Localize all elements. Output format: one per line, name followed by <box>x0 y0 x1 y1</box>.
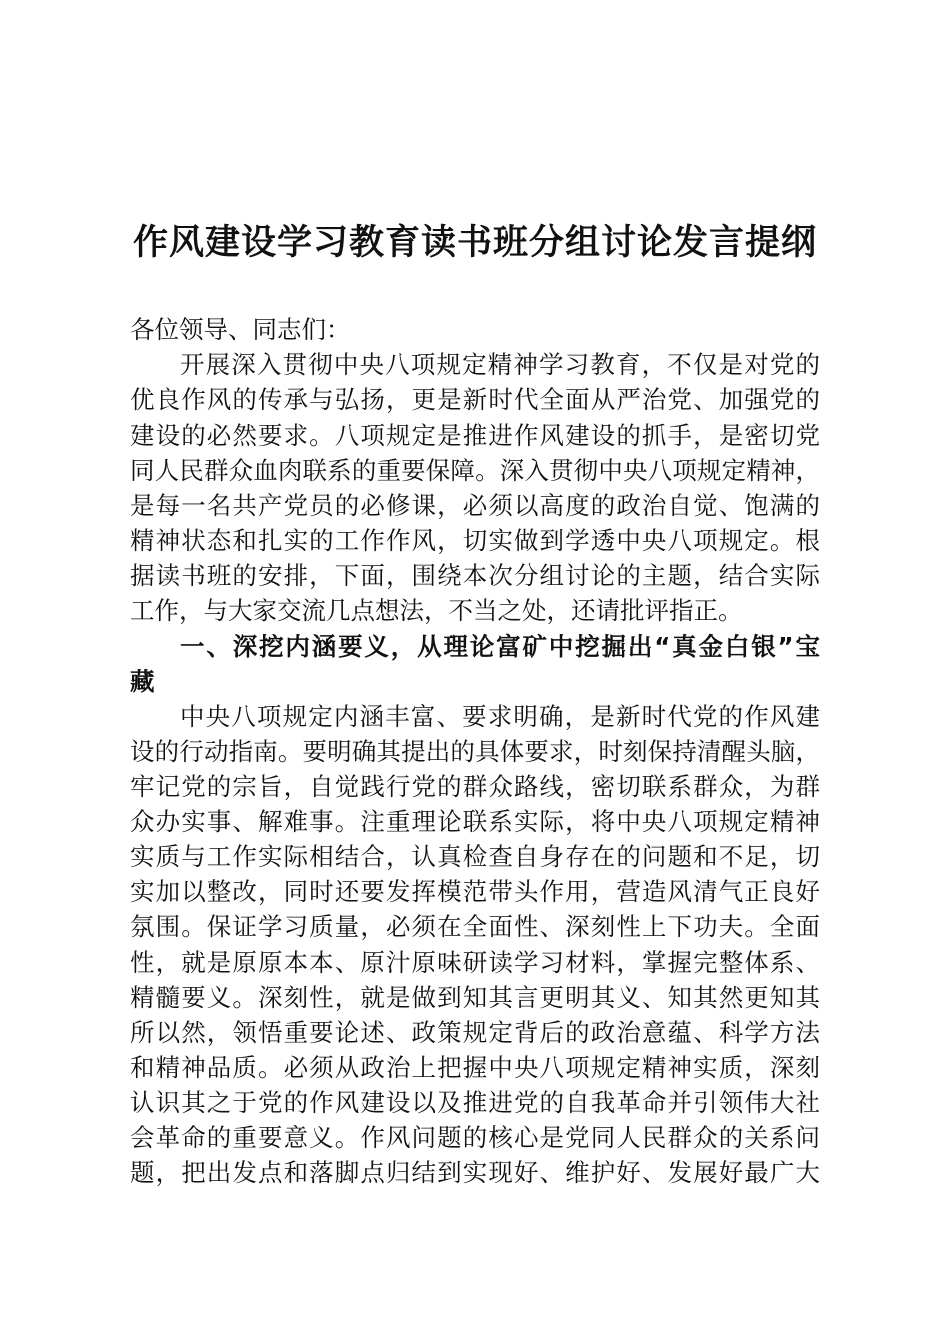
paragraph-line: 是每一名共产党员的必修课，必须以高度的政治自觉、饱满的 <box>130 491 820 520</box>
document-title: 作风建设学习教育读书班分组讨论发言提纲 <box>132 222 817 263</box>
paragraph-line: 性，就是原原本本、原汁原味研读学习材料，掌握完整体系、 <box>130 948 820 977</box>
paragraph-line: 设的行动指南。要明确其提出的具体要求，时刻保持清醒头脑， <box>130 737 820 766</box>
paragraph-line: 众办实事、解难事。注重理论联系实际，将中央八项规定精神 <box>130 807 820 836</box>
paragraph-line: 优良作风的传承与弘扬，更是新时代全面从严治党、加强党的 <box>130 385 820 414</box>
salutation: 各位领导、同志们： <box>130 315 351 344</box>
paragraph-line: 工作，与大家交流几点想法，不当之处，还请批评指正。 <box>130 596 743 625</box>
paragraph-line: 认识其之于党的作风建设以及推进党的自我革命并引领伟大社 <box>130 1088 820 1117</box>
paragraph-line: 所以然，领悟重要论述、政策规定背后的政治意蕴、科学方法 <box>130 1018 820 1047</box>
section-heading: 一、深挖内涵要义，从理论富矿中挖掘出“真金白银”宝 <box>180 632 820 661</box>
paragraph-line: 精神状态和扎实的工作作风，切实做到学透中央八项规定。根 <box>130 526 820 555</box>
paragraph-line: 开展深入贯彻中央八项规定精神学习教育，不仅是对党的 <box>180 350 820 379</box>
paragraph-line: 和精神品质。必须从政治上把握中央八项规定精神实质，深刻 <box>130 1053 820 1082</box>
paragraph-line: 中央八项规定内涵丰富、要求明确，是新时代党的作风建 <box>180 702 820 731</box>
paragraph-line: 牢记党的宗旨，自觉践行党的群众路线，密切联系群众，为群 <box>130 772 820 801</box>
paragraph-line: 据读书班的安排，下面，围绕本次分组讨论的主题，结合实际 <box>130 561 820 590</box>
paragraph-line: 题，把出发点和落脚点归结到实现好、维护好、发展好最广大 <box>130 1158 820 1187</box>
paragraph-line: 实加以整改，同时还要发挥模范带头作用，营造风清气正良好 <box>130 877 820 906</box>
paragraph-line: 实质与工作实际相结合，认真检查自身存在的问题和不足，切 <box>130 842 820 871</box>
paragraph-line: 建设的必然要求。八项规定是推进作风建设的抓手，是密切党 <box>130 421 820 450</box>
paragraph-line: 同人民群众血肉联系的重要保障。深入贯彻中央八项规定精神， <box>130 456 820 485</box>
paragraph-line: 精髓要义。深刻性，就是做到知其言更明其义、知其然更知其 <box>130 983 820 1012</box>
paragraph-line: 氛围。保证学习质量，必须在全面性、深刻性上下功夫。全面 <box>130 912 820 941</box>
paragraph-line: 会革命的重要意义。作风问题的核心是党同人民群众的关系问 <box>130 1123 820 1152</box>
section-heading: 藏 <box>130 667 155 696</box>
